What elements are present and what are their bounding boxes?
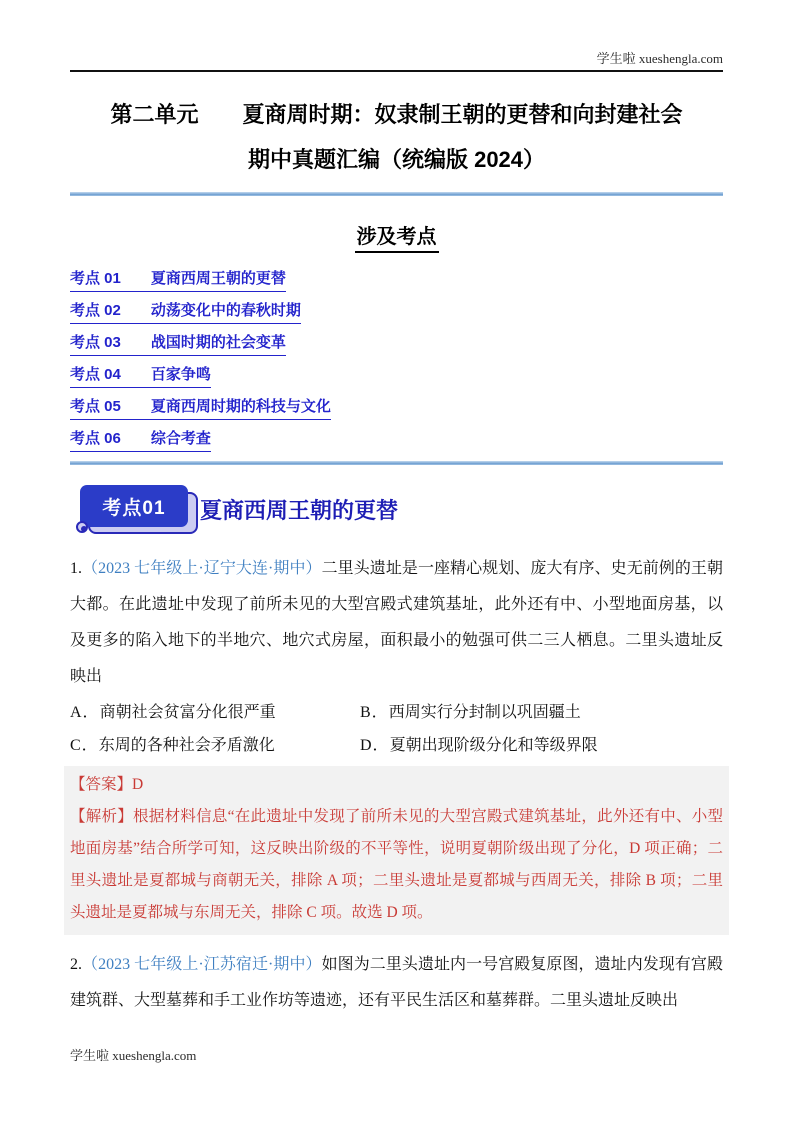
toc-item-label: 动荡变化中的春秋时期 xyxy=(150,302,301,319)
option-a xyxy=(70,696,360,729)
analysis-text: 根据材料信息“在此遗址中发现了前所未见的大型宫殿式建筑基址，此外还有中、小型地面房基”结合所学可知，这反映出阶级的不平等性，说明夏朝阶级出现了分化，D 项正确；二里头遗址是夏都城与商朝无关，排除 A 项；二里头遗址是夏都城与西周无关，排除 B 项；二里头遗址是夏都城与东周无关，排除 C 项。故选 D 项。 xyxy=(70,808,723,921)
question-2-stem xyxy=(70,947,723,1019)
question-source: （2023 七年级上·辽宁大连·期中） xyxy=(82,560,322,577)
toc-heading: 涉及考点 xyxy=(355,220,439,253)
title-line-1: 第二单元 夏商周时期：奴隶制王朝的更替和向封建社会 xyxy=(110,102,683,127)
toc-item-label: 战国时期的社会变革 xyxy=(150,334,286,351)
option-b-text: 西周实行分封制以巩固疆土 xyxy=(388,704,581,721)
option-d-text: 夏朝出现阶级分化和等级界限 xyxy=(389,737,598,754)
toc-item-label: 夏商西周王朝的更替 xyxy=(150,270,286,287)
toc-item-kaodian-03[interactable] xyxy=(70,333,723,356)
toc-list xyxy=(70,269,723,452)
option-b xyxy=(360,696,723,729)
toc-item-kaodian-04[interactable] xyxy=(70,365,723,388)
question-text: 二里头遗址是一座精心规划、庞大有序、史无前例的王朝大都。在此遗址中发现了前所未见的大型宫殿式建筑基址，此外还有中、小型地面房基，以及更多的陷入地下的半地穴、地穴式房屋，面积最小的勉强可供二三人栖息。二里头遗址反映出 xyxy=(70,560,723,685)
toc-item-kaodian-02[interactable] xyxy=(70,301,723,324)
question-2 xyxy=(0,947,793,1019)
page-footer xyxy=(70,1045,196,1064)
section-title: 夏商西周王朝的更替 xyxy=(200,498,399,523)
title-line-2: 期中真题汇编（统编版 2024） xyxy=(247,147,546,172)
toc-item-label: 综合考查 xyxy=(150,430,211,447)
footer-site-text: 学生啦 xueshengla.com xyxy=(70,1048,197,1063)
toc-item-label: 夏商西周时期的科技与文化 xyxy=(150,398,331,415)
toc-item-kaodian-06[interactable] xyxy=(70,429,723,452)
section-header xyxy=(80,485,723,539)
toc-item-number: 考点 01 xyxy=(70,270,121,287)
question-1 xyxy=(0,551,793,935)
analysis-label: 【解析】 xyxy=(70,808,134,825)
question-1-stem xyxy=(70,551,723,695)
option-c-text: 东周的各种社会矛盾激化 xyxy=(98,737,275,754)
blue-divider-top xyxy=(70,192,723,196)
question-number: 2. xyxy=(70,956,82,973)
option-d xyxy=(360,729,723,762)
toc-item-number: 考点 04 xyxy=(70,366,121,383)
document-title xyxy=(0,92,793,182)
answer-value: D xyxy=(132,776,144,793)
answer-line xyxy=(70,769,723,801)
blue-divider-bottom xyxy=(70,461,723,465)
option-c-letter: C． xyxy=(70,737,99,754)
header-site-text: 学生啦 xueshengla.com xyxy=(596,51,723,66)
answer-label: 【答案】 xyxy=(70,776,133,793)
option-d-letter: D． xyxy=(360,737,390,754)
page-header xyxy=(70,0,723,72)
question-1-options xyxy=(70,696,723,762)
question-text: 如图为二里头遗址内一号宫殿复原图，遗址内发现有宫殿建筑群、大型墓葬和手工业作坊等遗迹，还有平民生活区和墓葬群。二里头遗址反映出 xyxy=(70,956,723,1009)
answer-block xyxy=(64,766,729,935)
question-number: 1. xyxy=(70,560,82,577)
toc-item-label: 百家争鸣 xyxy=(150,366,211,383)
toc-item-number: 考点 02 xyxy=(70,302,121,319)
kaodian-badge: 考点01 xyxy=(80,485,188,527)
option-a-letter: A． xyxy=(70,704,100,721)
badge-dot-icon xyxy=(76,521,88,533)
option-b-letter: B． xyxy=(360,704,389,721)
option-a-text: 商朝社会贫富分化很严重 xyxy=(99,704,276,721)
analysis-line xyxy=(70,801,723,929)
toc-item-number: 考点 06 xyxy=(70,430,121,447)
toc-item-kaodian-01[interactable] xyxy=(70,269,723,292)
toc-item-number: 考点 05 xyxy=(70,398,121,415)
toc-item-kaodian-05[interactable] xyxy=(70,397,723,420)
toc-heading-row xyxy=(0,220,793,253)
option-c xyxy=(70,729,360,762)
toc-item-number: 考点 03 xyxy=(70,334,121,351)
question-source: （2023 七年级上·江苏宿迁·期中） xyxy=(82,956,322,973)
